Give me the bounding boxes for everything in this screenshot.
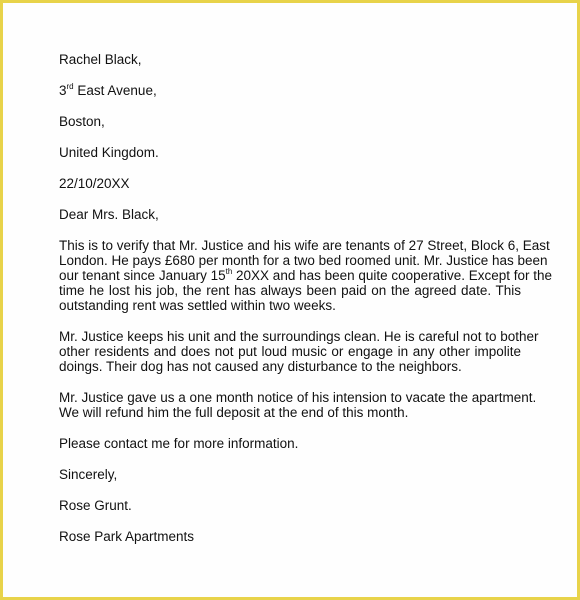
closing: Sincerely, [59, 467, 118, 482]
salutation: Dear Mrs. Black, [59, 207, 159, 222]
paragraph-notice [59, 390, 537, 420]
recipient-city: Boston, [59, 114, 105, 129]
street-number: 3 [59, 83, 67, 98]
ordinal-suffix: th [225, 266, 233, 276]
paragraph-line: outstanding rent was settled within two weeks. [59, 298, 336, 313]
recipient-country: United Kingdom. [59, 145, 159, 160]
paragraph-line: doings. Their dog has not caused any disturbance to the neighbors. [59, 359, 462, 374]
letter-date: 22/10/20XX [59, 176, 130, 191]
contact-line: Please contact me for more information. [59, 436, 299, 451]
paragraph-verification [59, 238, 552, 313]
organization-name: Rose Park Apartments [59, 529, 195, 544]
paragraph-line: London. He pays £680 per month for a two bed roomed unit. Mr. Justice has been [59, 253, 548, 268]
paragraph-line: This is to verify that Mr. Justice and his wife are tenants of 27 Street, Block 6, East [59, 238, 550, 253]
letter-body [59, 52, 552, 560]
signer-name: Rose Grunt. [59, 498, 132, 513]
line-part: our tenant since January 15 [59, 268, 226, 283]
street-suffix: rd [66, 81, 74, 91]
paragraph-line [59, 266, 552, 283]
paragraph-cleanliness [59, 329, 539, 374]
paragraph-line: other residents and does not put loud music or engage in any other impolite [59, 344, 521, 359]
street-rest: East Avenue, [73, 83, 157, 98]
paragraph-line: Mr. Justice keeps his unit and the surroundings clean. He is careful not to bother [59, 329, 539, 344]
paragraph-line: Mr. Justice gave us a one month notice of his intension to vacate the apartment. [59, 390, 537, 405]
recipient-street [59, 83, 521, 98]
paragraph-line: time he lost his job, the rent has always been paid on the agreed date. This [59, 283, 521, 298]
paragraph-line: We will refund him the full deposit at the end of this month. [59, 405, 409, 420]
line-part: 20XX and has been quite cooperative. Except for the [232, 268, 552, 283]
recipient-name: Rachel Black, [59, 52, 142, 67]
